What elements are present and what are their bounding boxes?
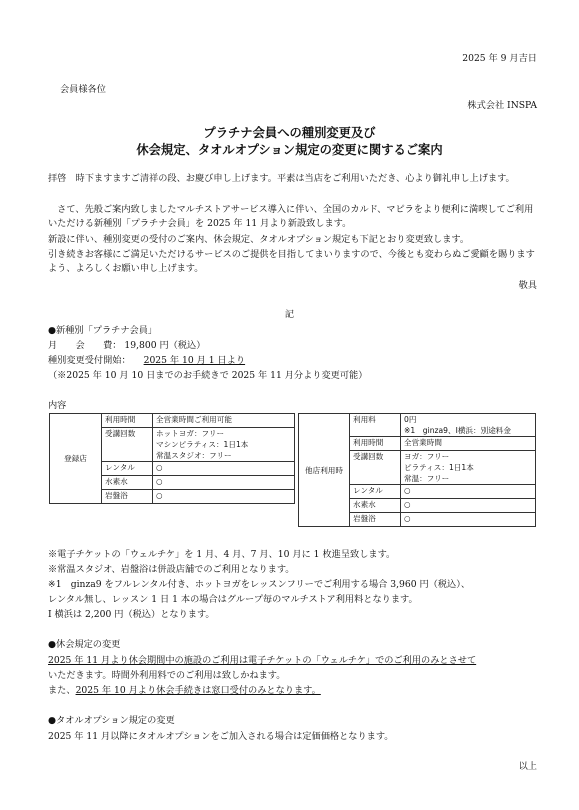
home-row-label: 水素水 <box>102 476 153 490</box>
start-row <box>48 354 245 368</box>
value-line: ピラティス：1日1本 <box>404 463 474 472</box>
title-line-1: プラチナ会員への種別変更及び <box>203 126 376 140</box>
fee-value: 19,800 円（税込） <box>124 340 206 351</box>
value-line: ホットヨガ：フリー <box>156 429 225 438</box>
intro-paragraph-2: さて、先般ご案内致しましたマルチストアサービス導入に伴い、全国のカルド、マピラをより便利に満喫してご利用いただける新種別「プラチナ会員」を 2025 年 11 月より新設致します。 <box>48 204 534 230</box>
other-row-label: 受講回数 <box>350 451 401 485</box>
contents-label: 内容 <box>48 400 67 411</box>
fee-row <box>48 339 205 353</box>
leave-line-3-prefix: また、 <box>48 685 76 696</box>
addressee: 会員様各位 <box>60 84 106 95</box>
other-row-value: ○ <box>401 513 536 527</box>
start-value: 2025 年 10 月 1 日より <box>143 355 246 366</box>
fee-label: 月 会 費： <box>48 340 122 351</box>
value-line: 常温：フリー <box>404 474 450 483</box>
other-row-label: レンタル <box>350 485 401 499</box>
other-row-label: 利用料 <box>350 414 401 437</box>
other-store-table <box>298 413 536 527</box>
document-date: 2025 年 9 月吉日 <box>462 53 537 64</box>
leave-line-3 <box>48 684 321 698</box>
other-row-label: 利用時間 <box>350 437 401 451</box>
value-line: ヨガ：フリー <box>404 452 450 461</box>
home-store-table <box>49 413 295 504</box>
ki-marker: 記 <box>284 309 295 320</box>
closing-keigu: 敬具 <box>518 280 537 291</box>
home-row-label: 利用時間 <box>102 414 153 428</box>
home-group-label: 登録店 <box>50 414 102 504</box>
other-group-label: 他店利用時 <box>299 414 350 527</box>
home-row-label: 岩盤浴 <box>102 490 153 504</box>
note-line-3: ※1 ginza9 をフルレンタル付き、ホットヨガをレッスンフリーでご利用する場合 3,960 円（税込）、 <box>48 579 471 590</box>
other-row-label: 岩盤浴 <box>350 513 401 527</box>
home-row-value: ○ <box>153 462 295 476</box>
home-row-value: ○ <box>153 476 295 490</box>
towel-line-1: 2025 年 11 月以降にタオルオプションをご加入される場合は定価価格となります。 <box>48 731 394 742</box>
platinum-heading: ●新種別「プラチナ会員」 <box>48 325 158 336</box>
other-row-value: 全営業時間 <box>401 437 536 451</box>
home-row-label: レンタル <box>102 462 153 476</box>
value-line: 常温スタジオ：フリー <box>156 451 232 460</box>
intro-paragraph-1: 拝啓 時下ますますご清祥の段、お慶び申し上げます。平素は当店をご利用いただき、心より御礼申し上げます。 <box>48 173 515 184</box>
note-line-2: ※常温スタジオ、岩盤浴は併設店舗でのご利用となります。 <box>48 564 295 575</box>
note-line-5: I 横浜は 2,200 円（税込）となります。 <box>48 609 215 620</box>
leave-line-1: 2025 年 11 月より休会期間中の施設のご利用は電子チケットの「ウェルチケ」でのご利用のみとさせて <box>48 655 477 666</box>
leave-line-3-underlined: 2025 年 10 月より休会手続きは窓口受付のみとなります。 <box>75 685 321 696</box>
company-name: 株式会社 INSPA <box>467 100 537 111</box>
other-row-value <box>401 451 536 485</box>
note-line-1: ※電子チケットの「ウェルチケ」を 1 月、4 月、7 月、10 月に 1 枚進呈致します。 <box>48 549 396 560</box>
end-ijou: 以上 <box>518 761 537 772</box>
home-row-value <box>153 428 295 462</box>
other-row-value: ○ <box>401 485 536 499</box>
other-row-value: ○ <box>401 499 536 513</box>
intro-paragraph-4: 引き続きお客様にご満足いただけるサービスのご提供を目指してまいりますので、今後とも変わらぬご愛顧を賜りますよう、よろしくお願い申し上げます。 <box>48 249 535 275</box>
intro-paragraph-3: 新設に伴い、種別変更の受付のご案内、休会規定、タオルオプション規定も下記とおり変更致します。 <box>48 234 470 245</box>
start-label: 種別変更受付開始： <box>48 355 131 366</box>
home-row-value: ○ <box>153 490 295 504</box>
value-line: ※1 ginza9、I横浜：別途料金 <box>404 426 511 435</box>
value-line: マシンピラティス：1日1本 <box>156 440 249 449</box>
title-line-2: 休会規定、タオルオプション規定の変更に関するご案内 <box>136 143 443 157</box>
platinum-note: （※2025 年 10 月 10 日までのお手続きで 2025 年 11 月分より変更可能） <box>48 370 368 381</box>
value-line: 0円 <box>404 415 417 424</box>
note-line-4: レンタル無し、レッスン 1 日 1 本の場合はグループ毎のマルチストア利用料となります。 <box>48 594 418 605</box>
towel-heading: ●タオルオプション規定の変更 <box>48 715 175 726</box>
home-row-value: 全営業時間ご利用可能 <box>153 414 295 428</box>
leave-heading: ●休会規定の変更 <box>48 639 121 650</box>
home-row-label: 受講回数 <box>102 428 153 462</box>
other-row-value <box>401 414 536 437</box>
other-row-label: 水素水 <box>350 499 401 513</box>
leave-line-2: いただきます。時間外利用料でのご利用は致しかねます。 <box>48 670 286 681</box>
